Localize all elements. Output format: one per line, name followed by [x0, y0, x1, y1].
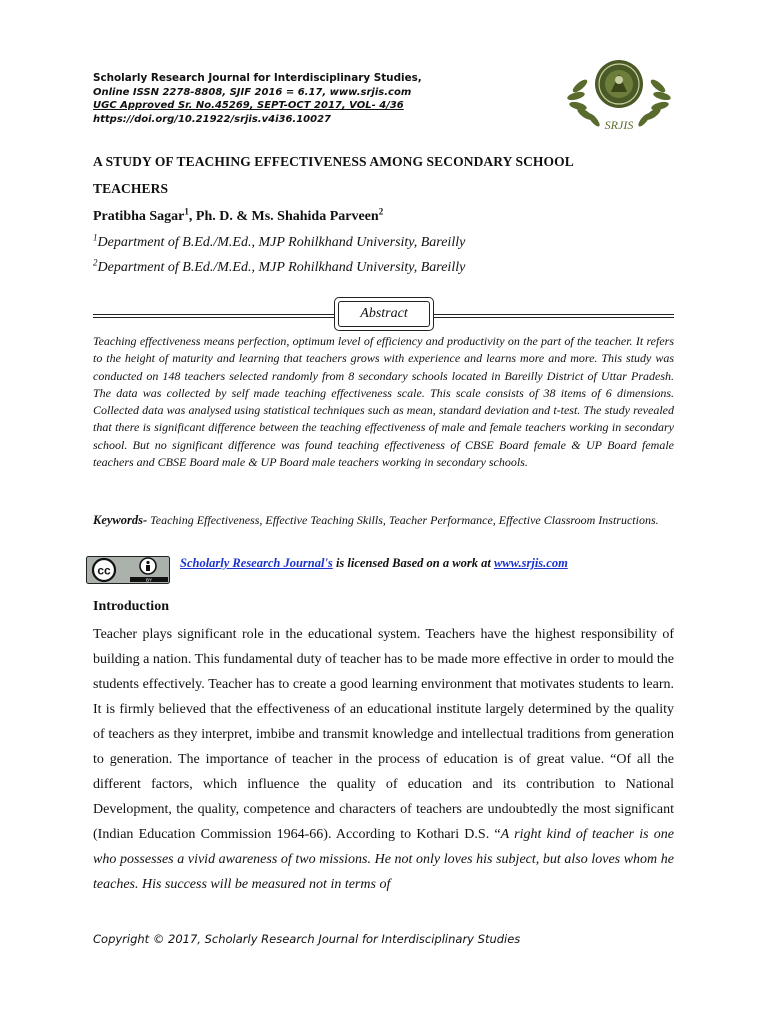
copyright-footer: Copyright © 2017, Scholarly Research Journal for Interdisciplinary Studies: [93, 932, 521, 946]
introduction-heading: Introduction: [93, 599, 169, 614]
affiliation-2-sup: 2: [93, 257, 98, 268]
cc-by-badge[interactable]: [86, 556, 170, 584]
introduction-text: Teacher plays significant role in the educational system. Teachers have the highest responsibility of building a nation. This fundamental duty of teacher has to be made more effective in order to mould the students effectively. Teacher has to create a good learning environment that motivates students to learn. It is firmly believed that the effectiveness of an educational institute largely determined by the quality of teachers as they interpret, imbibe and transmit knowledge and intellectual traditions from generation to generation. The importance of teacher in the process of education is of great value. “Of all the different factors, which influence the quality of education and its contribution to National Development, the quality, competence and characters of teachers are undoubtedly the most significant (Indian Education Commission 1964-66). According to Kothari D.S. “: [93, 627, 674, 842]
abstract-text: Teaching effectiveness means perfection, optimum level of efficiency and productivity on the part of the teacher. It refers to the height of maturity and learning that teachers grows with experience and learns more and more. This study was conducted on 148 teachers selected randomly from 8 secondary schools located in Bareilly District of Uttar Pradesh. The data was collected by self made teaching effectiveness scale. This scale consists of 38 items of 6 dimensions. Collected data was analysed using statistical techniques such as mean, standard deviation and t-test. The study revealed that there is significant difference between the teaching effectiveness of male and female teachers working in secondary school. But no significant difference was found teaching effectiveness of CBSE Board female & UP Board female teachers and CBSE Board male & UP Board male teachers working in secondary schools.: [93, 334, 674, 470]
author-2-sup: 2: [378, 206, 384, 217]
introduction-paragraph: [93, 622, 674, 897]
affiliation-1-text: Department of B.Ed./M.Ed., MJP Rohilkhand University, Bareilly: [97, 235, 466, 250]
affiliation-2-text: Department of B.Ed./M.Ed., MJP Rohilkhand University, Bareilly: [97, 260, 466, 275]
journal-header: [93, 72, 553, 126]
authors: [93, 208, 383, 226]
website-link[interactable]: www.srjis.com: [493, 556, 568, 570]
author-1-sup: 1: [184, 206, 189, 217]
author-1: Pratibha Sagar: [93, 209, 185, 224]
issn-line: Online ISSN 2278-8808, SJIF 2016 = 6.17, www.srjis.com: [93, 86, 412, 98]
affiliation-2: [93, 259, 465, 277]
keywords: [93, 511, 674, 529]
doi-link[interactable]: https://doi.org/10.21922/srjis.v4i36.10027: [93, 113, 332, 125]
journal-link[interactable]: Scholarly Research Journal's: [180, 556, 333, 570]
journal-logo: [566, 56, 672, 134]
affiliation-1-sup: 1: [93, 232, 98, 243]
keywords-label: Keywords-: [93, 513, 148, 527]
license-middle-text: is licensed Based on a work at: [332, 556, 494, 570]
paper-title: [93, 148, 673, 202]
ugc-line: UGC Approved Sr. No.45269, SEPT-OCT 2017, VOL- 4/36: [93, 100, 404, 111]
abstract-heading: Abstract: [338, 301, 430, 327]
keywords-text: Teaching Effectiveness, Effective Teaching Skills, Teacher Performance, Effective Classroom Instructions.: [147, 513, 659, 527]
license-statement: [180, 556, 568, 571]
svg-text:cc: cc: [97, 563, 111, 578]
title-line-1: A STUDY OF TEACHING EFFECTIVENESS AMONG SECONDARY SCHOOL: [93, 154, 574, 169]
author-2: , Ph. D. & Ms. Shahida Parveen: [188, 209, 379, 224]
title-line-2: TEACHERS: [93, 181, 169, 196]
affiliation-1: [93, 234, 465, 252]
journal-name: Scholarly Research Journal for Interdisciplinary Studies,: [93, 72, 422, 84]
introduction-quote: A right kind of teacher is one who possesses a vivid awareness of two missions. He not only loves his subject, but also loves whom he teaches. His success will be measured not in terms of: [93, 827, 674, 892]
cc-by-label: BY: [145, 577, 153, 583]
logo-text: SRJIS: [604, 118, 634, 132]
abstract-heading-box: [334, 297, 434, 331]
